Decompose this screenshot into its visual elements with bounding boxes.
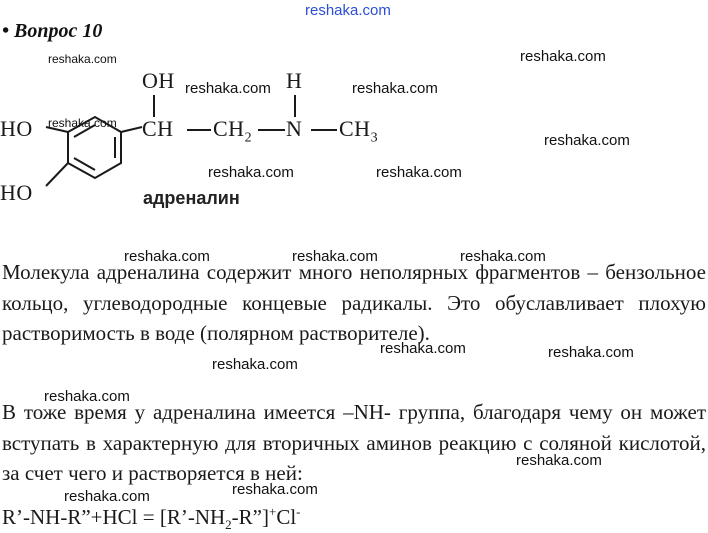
- ch2-group: [213, 116, 252, 146]
- watermark: reshaka.com: [544, 132, 630, 149]
- watermark: reshaka.com: [185, 80, 271, 97]
- formula-ion: Cl: [276, 505, 297, 529]
- n-atom: N: [286, 116, 303, 141]
- watermark: reshaka.com: [292, 248, 378, 265]
- formula-subscript: 2: [225, 517, 232, 533]
- paragraph-reaction: В тоже время у адреналина имеется –NH- группа, благодаря чему он может вступать в характерную для вторичных аминов реакцию с соляной кислотой, за счет чего и растворяется в ней:: [2, 400, 706, 485]
- watermark: reshaka.com: [520, 48, 606, 65]
- watermark: reshaka.com: [376, 164, 462, 181]
- formula-left: R’-NH-R”+HCl = [R’-NH: [2, 505, 226, 529]
- ch2-label: CH: [213, 116, 245, 141]
- watermark: reshaka.com: [305, 2, 391, 19]
- watermark: reshaka.com: [460, 248, 546, 265]
- ch-group: CH: [142, 116, 174, 141]
- watermark: reshaka.com: [48, 116, 117, 130]
- watermark: reshaka.com: [64, 488, 150, 505]
- watermark: reshaka.com: [352, 80, 438, 97]
- watermark: reshaka.com: [44, 388, 130, 405]
- ho-bond-lower: [46, 163, 68, 186]
- ch3-label: CH: [339, 116, 371, 141]
- watermark: reshaka.com: [380, 340, 466, 357]
- formula-charge-plus: +: [268, 504, 277, 519]
- watermark: reshaka.com: [548, 344, 634, 361]
- ch3-subscript: 3: [370, 130, 379, 146]
- ho-group-lower: HO: [0, 180, 33, 205]
- formula-charge-minus: -: [296, 504, 301, 519]
- watermark: reshaka.com: [232, 481, 318, 498]
- watermark: reshaka.com: [516, 452, 602, 469]
- reaction-formula: [2, 504, 301, 533]
- watermark: reshaka.com: [48, 52, 117, 66]
- ho-group-upper: HO: [0, 116, 33, 141]
- question-heading: • Вопрос 10: [2, 20, 103, 42]
- watermark: reshaka.com: [124, 248, 210, 265]
- ho-bond-upper: [46, 127, 68, 132]
- formula-mid: -R”]: [231, 505, 269, 529]
- oh-group-top: OH: [142, 68, 175, 93]
- watermark: reshaka.com: [208, 164, 294, 181]
- ch2-subscript: 2: [244, 130, 253, 146]
- ring-ch-bond: [121, 127, 142, 132]
- watermark: reshaka.com: [212, 356, 298, 373]
- paragraph-solubility: Молекула адреналина содержит много неполярных фрагментов – бензольное кольцо, углеводородные концевые радикалы. Это обуславливает плохую растворимость в воде (полярном растворителе).: [2, 260, 706, 345]
- h-atom-top: H: [286, 68, 303, 93]
- ch3-group: [339, 116, 378, 146]
- structure-caption: адреналин: [143, 188, 240, 208]
